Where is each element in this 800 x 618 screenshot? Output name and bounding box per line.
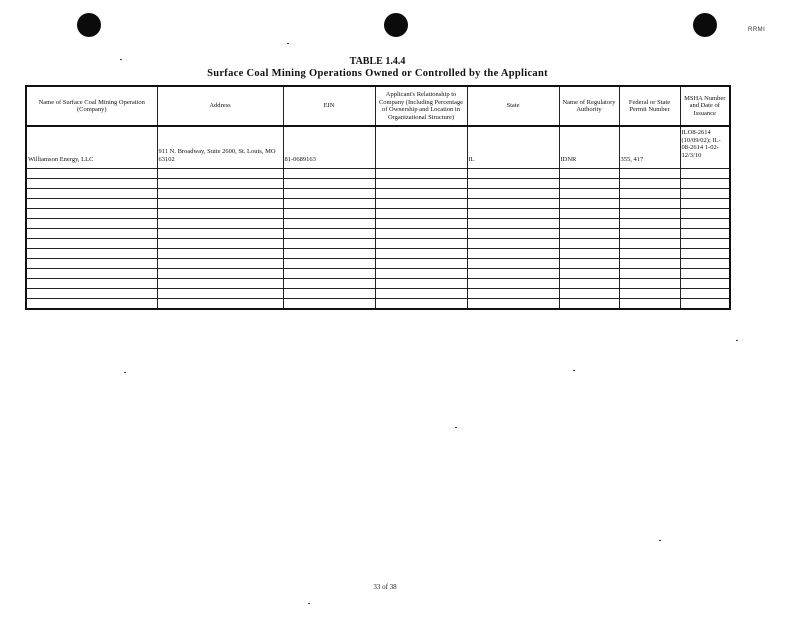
corner-stamp: RRMI (748, 27, 766, 33)
scan-speck (120, 59, 122, 60)
blank-cell (559, 269, 619, 279)
page-number: 33 of 38 (373, 583, 397, 591)
blank-cell (26, 179, 157, 189)
col-header-relationship: Applicant's Relationship to Company (Including Percentage of Ownership and Location in Organizational Structure) (375, 86, 467, 126)
blank-cell (619, 199, 680, 209)
binder-hole-left (77, 13, 101, 37)
blank-cell (283, 279, 375, 289)
blank-cell (619, 279, 680, 289)
blank-cell (375, 189, 467, 199)
blank-table-row (26, 289, 730, 299)
blank-cell (680, 259, 730, 269)
blank-cell (680, 279, 730, 289)
scan-speck (573, 370, 575, 371)
blank-cell (26, 219, 157, 229)
blank-cell (157, 289, 283, 299)
blank-table-row (26, 169, 730, 179)
blank-table-row (26, 209, 730, 219)
blank-cell (26, 169, 157, 179)
blank-cell (375, 229, 467, 239)
blank-table-row (26, 249, 730, 259)
blank-cell (680, 289, 730, 299)
blank-cell (559, 189, 619, 199)
blank-cell (619, 169, 680, 179)
blank-cell (467, 289, 559, 299)
blank-table-row (26, 189, 730, 199)
blank-cell (157, 209, 283, 219)
blank-cell (619, 219, 680, 229)
blank-cell (375, 269, 467, 279)
blank-table-row (26, 199, 730, 209)
blank-cell (619, 229, 680, 239)
blank-cell (559, 289, 619, 299)
blank-cell (467, 169, 559, 179)
cell-ein: 81-0689163 (283, 126, 375, 169)
cell-relationship (375, 126, 467, 169)
blank-cell (467, 189, 559, 199)
blank-cell (467, 269, 559, 279)
blank-cell (157, 269, 283, 279)
blank-cell (157, 249, 283, 259)
cell-msha: ILO8-2614 (10/09/02); IL-08-2614 1-02-12/3/10 (680, 126, 730, 169)
blank-cell (680, 209, 730, 219)
blank-cell (375, 209, 467, 219)
blank-cell (680, 249, 730, 259)
table-subtitle: Surface Coal Mining Operations Owned or Controlled by the Applicant (207, 68, 548, 79)
blank-cell (467, 259, 559, 269)
blank-cell (680, 269, 730, 279)
cell-state: IL (467, 126, 559, 169)
scan-speck (736, 340, 738, 341)
blank-cell (559, 219, 619, 229)
blank-cell (283, 289, 375, 299)
blank-cell (26, 279, 157, 289)
col-header-authority: Name of Regulatory Authority (559, 86, 619, 126)
blank-cell (467, 239, 559, 249)
scan-speck (659, 540, 661, 541)
blank-cell (157, 219, 283, 229)
blank-cell (619, 289, 680, 299)
blank-cell (559, 259, 619, 269)
blank-cell (26, 269, 157, 279)
blank-cell (26, 249, 157, 259)
blank-cell (680, 229, 730, 239)
blank-cell (26, 299, 157, 310)
table-heading (0, 56, 755, 80)
blank-cell (283, 299, 375, 310)
blank-cell (619, 189, 680, 199)
blank-cell (680, 199, 730, 209)
blank-cell (680, 299, 730, 310)
blank-cell (375, 289, 467, 299)
blank-cell (283, 199, 375, 209)
cell-authority: IDNR (559, 126, 619, 169)
blank-cell (157, 169, 283, 179)
blank-cell (680, 169, 730, 179)
blank-cell (157, 239, 283, 249)
blank-cell (375, 199, 467, 209)
blank-cell (283, 249, 375, 259)
blank-cell (26, 289, 157, 299)
blank-cell (375, 259, 467, 269)
blank-cell (467, 219, 559, 229)
blank-cell (559, 249, 619, 259)
blank-cell (157, 279, 283, 289)
blank-cell (375, 179, 467, 189)
col-header-ein: EIN (283, 86, 375, 126)
blank-cell (26, 199, 157, 209)
blank-cell (559, 279, 619, 289)
blank-cell (283, 219, 375, 229)
blank-cell (157, 179, 283, 189)
blank-cell (467, 279, 559, 289)
blank-cell (619, 299, 680, 310)
binder-hole-right (693, 13, 717, 37)
blank-cell (375, 249, 467, 259)
blank-table-row (26, 299, 730, 310)
blank-cell (680, 219, 730, 229)
blank-cell (467, 179, 559, 189)
scan-speck (287, 43, 289, 44)
blank-cell (157, 229, 283, 239)
blank-cell (283, 229, 375, 239)
blank-cell (283, 179, 375, 189)
blank-cell (680, 189, 730, 199)
blank-cell (619, 209, 680, 219)
blank-cell (26, 229, 157, 239)
blank-cell (157, 259, 283, 269)
blank-cell (283, 259, 375, 269)
scan-speck (124, 372, 126, 373)
blank-cell (467, 209, 559, 219)
cell-company: Williamson Energy, LLC (26, 126, 157, 169)
blank-table-row (26, 239, 730, 249)
blank-cell (467, 299, 559, 310)
blank-cell (619, 269, 680, 279)
blank-cell (375, 239, 467, 249)
blank-cell (619, 249, 680, 259)
blank-table-row (26, 269, 730, 279)
scan-speck (308, 603, 310, 604)
blank-cell (283, 189, 375, 199)
blank-cell (375, 219, 467, 229)
table-title: TABLE 1.4.4 (349, 56, 406, 67)
blank-table-row (26, 179, 730, 189)
blank-cell (559, 209, 619, 219)
blank-cell (157, 299, 283, 310)
blank-cell (467, 199, 559, 209)
blank-cell (467, 249, 559, 259)
blank-cell (283, 209, 375, 219)
blank-table-row (26, 259, 730, 269)
blank-table-row (26, 279, 730, 289)
col-header-permit: Federal or State Permit Number (619, 86, 680, 126)
blank-cell (559, 299, 619, 310)
blank-cell (559, 179, 619, 189)
cell-permit: 355, 417 (619, 126, 680, 169)
blank-cell (283, 239, 375, 249)
blank-cell (619, 179, 680, 189)
cell-address: 911 N. Broadway, Suite 2600, St. Louis, MO 63102 (157, 126, 283, 169)
blank-cell (375, 299, 467, 310)
coal-operations-table (25, 85, 731, 310)
blank-cell (26, 189, 157, 199)
blank-cell (680, 179, 730, 189)
blank-cell (157, 199, 283, 209)
blank-cell (619, 239, 680, 249)
blank-cell (559, 199, 619, 209)
blank-cell (559, 239, 619, 249)
blank-cell (375, 279, 467, 289)
col-header-state: State (467, 86, 559, 126)
scan-speck (455, 427, 457, 428)
blank-cell (559, 229, 619, 239)
blank-cell (283, 269, 375, 279)
col-header-address: Address (157, 86, 283, 126)
blank-table-row (26, 229, 730, 239)
blank-cell (680, 239, 730, 249)
blank-cell (375, 169, 467, 179)
blank-cell (26, 239, 157, 249)
blank-cell (559, 169, 619, 179)
col-header-msha: MSHA Number and Date of Issuance (680, 86, 730, 126)
col-header-company: Name of Surface Coal Mining Operation (Company) (26, 86, 157, 126)
blank-cell (26, 209, 157, 219)
blank-cell (467, 229, 559, 239)
blank-cell (157, 189, 283, 199)
blank-table-row (26, 219, 730, 229)
blank-cell (619, 259, 680, 269)
binder-hole-center (384, 13, 408, 37)
table-row (26, 126, 730, 169)
blank-cell (283, 169, 375, 179)
blank-cell (26, 259, 157, 269)
header-row (26, 86, 730, 126)
